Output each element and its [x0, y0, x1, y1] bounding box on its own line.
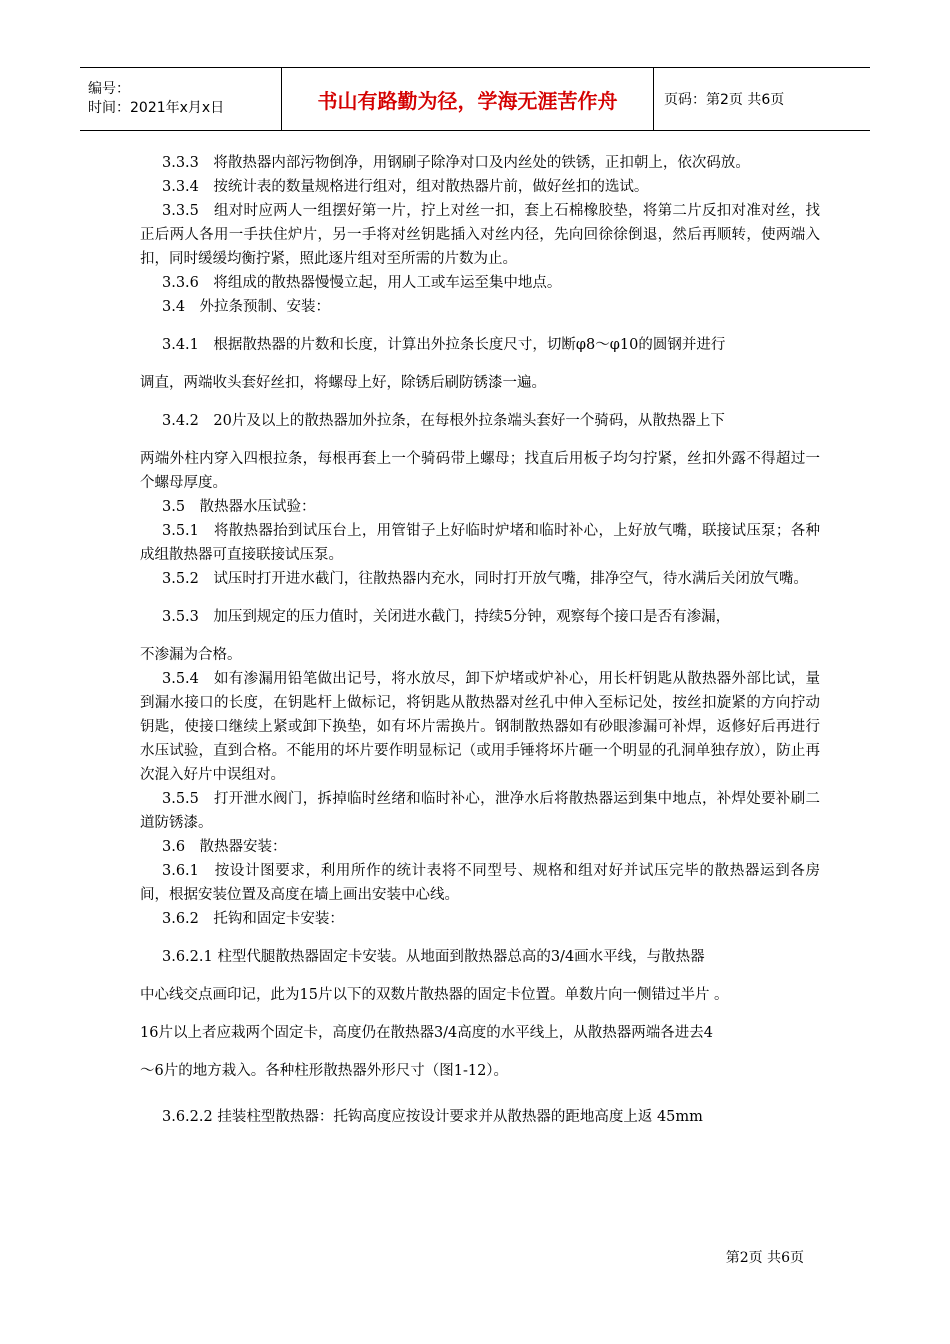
paragraph-3-4-2-line1: 3.4.2 20片及以上的散热器加外拉条，在每根外拉条端头套好一个骑码，从散热器上下 — [162, 413, 725, 429]
paragraph-3-5-3-line2: 不渗漏为合格。 — [140, 647, 242, 663]
paragraph-3-3-5: 3.3.5 组对时应两人一组摆好第一片，拧上对丝一扣，套上石棉橡胶垫，将第二片反扣对准对丝，找正后两人各用一手扶住炉片，另一手将对丝钥匙插入对丝内径，先向回徐徐倒退，然后再顺转，使两端入扣，同时缓缓均衡拧紧，照此逐片组对至所需的片数为止。 — [140, 203, 820, 267]
paragraph-3-6-2-1-line4: ～6片的地方栽入。各种柱形散热器外形尺寸（图1-12）。 — [140, 1063, 509, 1079]
paragraph-3-3-4: 3.3.4 按统计表的数量规格进行组对，组对散热器片前，做好丝扣的选试。 — [162, 179, 649, 195]
document-body — [140, 150, 820, 1129]
page-header — [80, 67, 870, 131]
paragraph-3-5-4: 3.5.4 如有渗漏用铅笔做出记号，将水放尽，卸下炉堵或炉补心，用长杆钥匙从散热器外部比试，量到漏水接口的长度，在钥匙杆上做标记，将钥匙从散热器对丝孔中伸入至标记处，按丝扣旋紧的方向拧动钥匙，使接口继续上紧或卸下换垫，如有坏片需换片。钢制散热器如有砂眼渗漏可补焊，返修好后再进行水压试验，直到合格。不能用的坏片要作明显标记（或用手锤将坏片砸一个明显的孔洞单独存放），防止再次混入好片中误组对。 — [140, 671, 820, 783]
paragraph-3-4-1-line2: 调直，两端收头套好丝扣，将螺母上好，除锈后刷防锈漆一遍。 — [140, 375, 546, 391]
heading-3-6: 3.6 散热器安装： — [162, 839, 287, 855]
paragraph-3-3-6: 3.3.6 将组成的散热器慢慢立起，用人工或车运至集中地点。 — [162, 275, 562, 291]
page-code-text: 页码：第2页 共6页 — [664, 92, 785, 108]
heading-3-5: 3.5 散热器水压试验： — [162, 499, 316, 515]
doc-number-label: 编号： — [88, 81, 130, 97]
paragraph-3-6-2-1-line2: 中心线交点画印记，此为15片以下的双数片散热器的固定卡位置。单数片向一侧错过半片 。 — [140, 987, 729, 1003]
paragraph-3-6-2-1-line1: 3.6.2.1 柱型代腿散热器固定卡安装。从地面到散热器总高的3/4画水平线，与散热器 — [162, 949, 705, 965]
paragraph-3-6-1: 3.6.1 按设计图要求，利用所作的统计表将不同型号、规格和组对好并试压完毕的散热器运到各房间，根据安装位置及高度在墙上画出安装中心线。 — [140, 863, 820, 903]
paragraph-3-4-2-rest: 两端外柱内穿入四根拉条，每根再套上一个骑码带上螺母；找直后用板子均匀拧紧，丝扣外露不得超过一个螺母厚度。 — [140, 451, 820, 491]
paragraph-3-5-1: 3.5.1 将散热器抬到试压台上，用管钳子上好临时炉堵和临时补心，上好放气嘴，联接试压泵；各种成组散热器可直接联接试压泵。 — [140, 523, 820, 563]
paragraph-3-5-3-line1: 3.5.3 加压到规定的压力值时，关闭进水截门，持续5分钟，观察每个接口是否有渗漏， — [162, 609, 731, 625]
header-page-code — [654, 68, 870, 130]
paragraph-3-5-2: 3.5.2 试压时打开进水截门，往散热器内充水，同时打开放气嘴，排净空气，待水满后关闭放气嘴。 — [162, 571, 808, 587]
paragraph-3-4-1-line1: 3.4.1 根据散热器的片数和长度，计算出外拉条长度尺寸，切断φ8～φ10的圆钢并进行 — [162, 337, 726, 353]
motto-text: 书山有路勤为径，学海无涯苦作舟 — [317, 88, 618, 113]
heading-3-4: 3.4 外拉条预制、安装： — [162, 299, 331, 315]
paragraph-3-3-3: 3.3.3 将散热器内部污物倒净，用钢刷子除净对口及内丝处的铁锈，正扣朝上，依次码放。 — [162, 155, 750, 171]
header-motto — [282, 68, 654, 130]
time-label: 时间：2021年x月x日 — [88, 100, 225, 116]
paragraph-3-6-2-1-line3: 16片以上者应栽两个固定卡，高度仍在散热器3/4高度的水平线上，从散热器两端各进去4 — [140, 1025, 714, 1041]
paragraph-3-5-5: 3.5.5 打开泄水阀门，拆掉临时丝绪和临时补心，泄净水后将散热器运到集中地点，补焊处要补刷二道防锈漆。 — [140, 791, 820, 831]
page-footer — [726, 1247, 804, 1267]
paragraph-3-6-2: 3.6.2 托钩和固定卡安装： — [162, 911, 344, 927]
paragraph-3-6-2-2: 3.6.2.2 挂装柱型散热器：托钩高度应按设计要求并从散热器的距地高度上返 45mm — [162, 1109, 703, 1125]
footer-page-number: 第2页 共6页 — [725, 1250, 804, 1266]
header-meta — [80, 68, 282, 130]
